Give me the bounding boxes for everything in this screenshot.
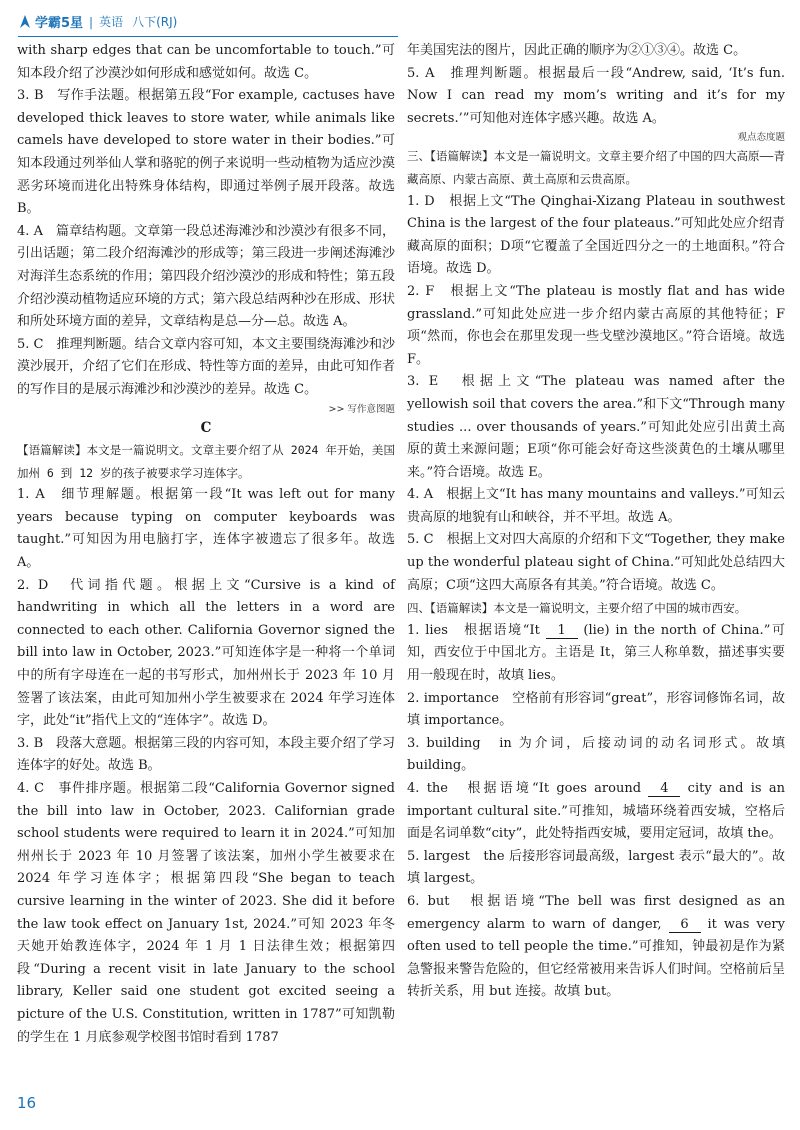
answer-paragraph (17, 778, 395, 1049)
text-segment: 5. A 推理判断题。根据最后一段“Andrew, said, ‘It’s fun. Now I can read my mom’s writing and it’s for my secrets.’”可知他对连体字感兴趣。故选 A。 (407, 65, 785, 126)
text-segment: city and is an important cultural site.”可推知，城墙环绕着西安城，空格后面是名词单数“city”，此处特指西安城，要用定冠词，故填 the。 (407, 781, 785, 842)
text-segment: 3. E 根据上文“The plateau was named after the yellowish soil that covers the area.”和下文“Through many studies ... over thousands of years.”可知此处应引出黄土高原的黄土来源问题；E项“你可能会好奇这些淡黄色的土壤从哪里来。”符合语境。故选 E。 (407, 374, 785, 480)
answer-paragraph (407, 484, 785, 529)
text-segment: 2. importance 空格前有形容词“great”，形容词修饰名词，故填 importance。 (407, 690, 785, 729)
brand (18, 12, 177, 31)
header-separator: | (89, 14, 94, 29)
answer-paragraph (17, 221, 395, 334)
text-segment: with sharp edges that can be uncomfortable to touch.”可知本段介绍了沙漠沙如何形成和感觉如何。故选 C。 (17, 43, 395, 81)
blank-number: 6 (669, 917, 701, 933)
text-segment: 3. building in 为介词，后接动词的动名词形式。故填 building。 (407, 735, 785, 774)
answer-paragraph (407, 778, 785, 846)
text-segment: 1. A 细节理解题。根据第一段“It was left out for many years because typing on computer keyboards was taught.”可知因为用电脑打字，连体字被遗忘了很多年。故选 A。 (17, 487, 395, 571)
text-segment: it was very often used to tell people the time.”可推知，钟最初是作为紧急警报来警告危险的，但它经常被用来告诉人们时间。空格前后呈转折关系，用 but 连接。故填 but。 (407, 916, 785, 1000)
answer-paragraph (17, 40, 395, 85)
answer-paragraph (407, 191, 785, 281)
right-column (407, 40, 785, 1004)
left-column (17, 40, 395, 1049)
answer-paragraph (407, 733, 785, 778)
text-segment: (lie) in the north of China.”可知，西安位于中国北方。主语是 It，第三人称单数，描述事实要用一般现在时，故填 lies。 (407, 622, 785, 684)
text-segment: 2. F 根据上文“The plateau is mostly flat and has wide grassland.”可知此处应进一步介绍内蒙古高原的其他特征；F项“然而，你也会在那里发现一些戈壁沙漠地区。”符合语境。故选 F。 (407, 283, 785, 367)
question-type-note: >> 写作意图题 (328, 403, 395, 415)
answer-paragraph (407, 620, 785, 688)
answer-paragraph (407, 891, 785, 1004)
answer-paragraph (407, 281, 785, 371)
passage-interpretation: 【语篇解读】本文是一篇说明文。文章主要介绍了从 2024 年开始，美国加州 6 到 12 岁的孩子被要求学习连体字。 (17, 443, 395, 480)
text-segment: 5. C 推理判断题。结合文章内容可知，本文主要围绕海滩沙和沙漠沙展开，介绍了它们在形成、特性等方面的差异，由此可知作者的写作目的是展示海滩沙和沙漠沙的差异。故选 C。 (17, 336, 395, 397)
passage-interpretation: 四、【语篇解读】本文是一篇说明文，主要介绍了中国的城市西安。 (407, 601, 747, 616)
page-header (18, 10, 398, 34)
answer-paragraph (17, 85, 395, 221)
text-segment: 2. D 代词指代题。根据上文“Cursive is a kind of handwriting in which all the letters in a word are connected to each other. California Governor signed the bill into law in October, 2023.”可知连体字是一种将一个单词中的所有字母连在一起的书写形式，加州州长于 2023 年 10 月签署了该法案，由此可知加州小学生被要求在 2024 年学习连体字，此处“it”指代上文的“连体字”。故选 D。 (17, 577, 395, 729)
text-segment: 4. A 根据上文“It has many mountains and valleys.”可知云贵高原的地貌有山和峡谷，并不平坦。故选 A。 (407, 487, 785, 525)
brand-name: 学霸5星 (35, 16, 84, 31)
passage-interpretation: 三、【语篇解读】本文是一篇说明文。文章主要介绍了中国的四大高原——青藏高原、内蒙古高原、黄土高原和云贵高原。 (407, 149, 785, 186)
text-segment: 4. A 篇章结构题。文章第一段总述海滩沙和沙漠沙有很多不同，引出话题；第二段介绍海滩沙的形成等；第三段进一步阐述海滩沙对海洋生态系统的作用；第四段介绍沙漠沙的形成和特性；第五段介绍沙漠动植物适应环境的方式；第六段总结两种沙在形成、形状和所处环境方面的差异，文章结构是总—分—总。故选 A。 (17, 223, 395, 330)
answer-paragraph (407, 688, 785, 733)
text-segment: 1. lies 根据语境“It (407, 622, 546, 638)
header-subject: 英语 (99, 15, 124, 29)
answer-paragraph (407, 371, 785, 484)
answer-paragraph (407, 529, 785, 597)
text-segment: 4. the 根据语境“It goes around (407, 781, 649, 796)
header-rule (18, 36, 398, 37)
blank-number: 4 (648, 781, 680, 797)
text-segment: 4. C 事件排序题。根据第二段“California Governor signed the bill into law in October, 2023. Californian grade school students were required to learn it in 2024.”可知加州州长于 2023 年 10 月签署了该法案，加州小学生被要求在 2024 年学习连体字；根据第四段“She began to teach cursive learning in the winter of 2023. She did it before the law took effect on January 1st, 2024.”可知 2023 年冬天她开始教连体字，2024 年 1 月 1 日法律生效；根据第四段“During a recent visit in late January to the school library, Keller said one student got excited seeing a picture of the U.S. Constitution, written in 1787”可知凯勒的学生在 1 月底参观学校图书馆时看到 1787 (17, 781, 395, 1045)
answer-paragraph (17, 575, 395, 733)
text-segment: 年美国宪法的图片，因此正确的顺序为②①③④。故选 C。 (407, 43, 747, 58)
question-type-note: 观点态度题 (737, 132, 785, 144)
answer-paragraph (17, 733, 395, 778)
answer-paragraph (407, 63, 785, 131)
header-grade: 八下(RJ) (132, 15, 178, 29)
answer-paragraph (407, 40, 785, 63)
text-segment: 5. largest the 后接形容词最高级，largest 表示“最大的”。故填 largest。 (407, 848, 785, 887)
answer-paragraph (17, 334, 395, 402)
text-segment: 6. but 根据语境“The bell was first designed as an emergency alarm to warn of danger, (407, 893, 785, 932)
pen-nib-icon (18, 14, 32, 30)
text-segment: 3. B 段落大意题。根据第三段的内容可知，本段主要介绍了学习连体字的好处。故选 B。 (17, 735, 395, 774)
text-segment: 3. B 写作手法题。根据第五段“For example, cactuses have developed thick leaves to store water, while animals like camels have developed to store water in their bodies.”可知本段通过列举仙人掌和骆驼的例子来说明一些动植物为适应沙漠恶劣环境而进化出特殊身体结构，即通过举例子展开段落。故选 B。 (17, 88, 395, 217)
blank-number: 1 (546, 623, 578, 639)
section-heading: C (200, 419, 212, 436)
text-segment: 5. C 根据上文对四大高原的介绍和下文“Together, they make up the wonderful plateau sight of China.”可知此处总结四大高原；C项“这四大高原各有其美。”符合语境。故选 C。 (407, 532, 785, 593)
text-segment: 1. D 根据上文“The Qinghai-Xizang Plateau in southwest China is the largest of the four plateaus.”可知此处应介绍青藏高原的面积；D项“它覆盖了全国近四分之一的土地面积。”符合语境。故选 D。 (407, 193, 785, 277)
answer-paragraph (17, 484, 395, 574)
page-number: 16 (17, 1094, 37, 1112)
answer-paragraph (407, 846, 785, 891)
